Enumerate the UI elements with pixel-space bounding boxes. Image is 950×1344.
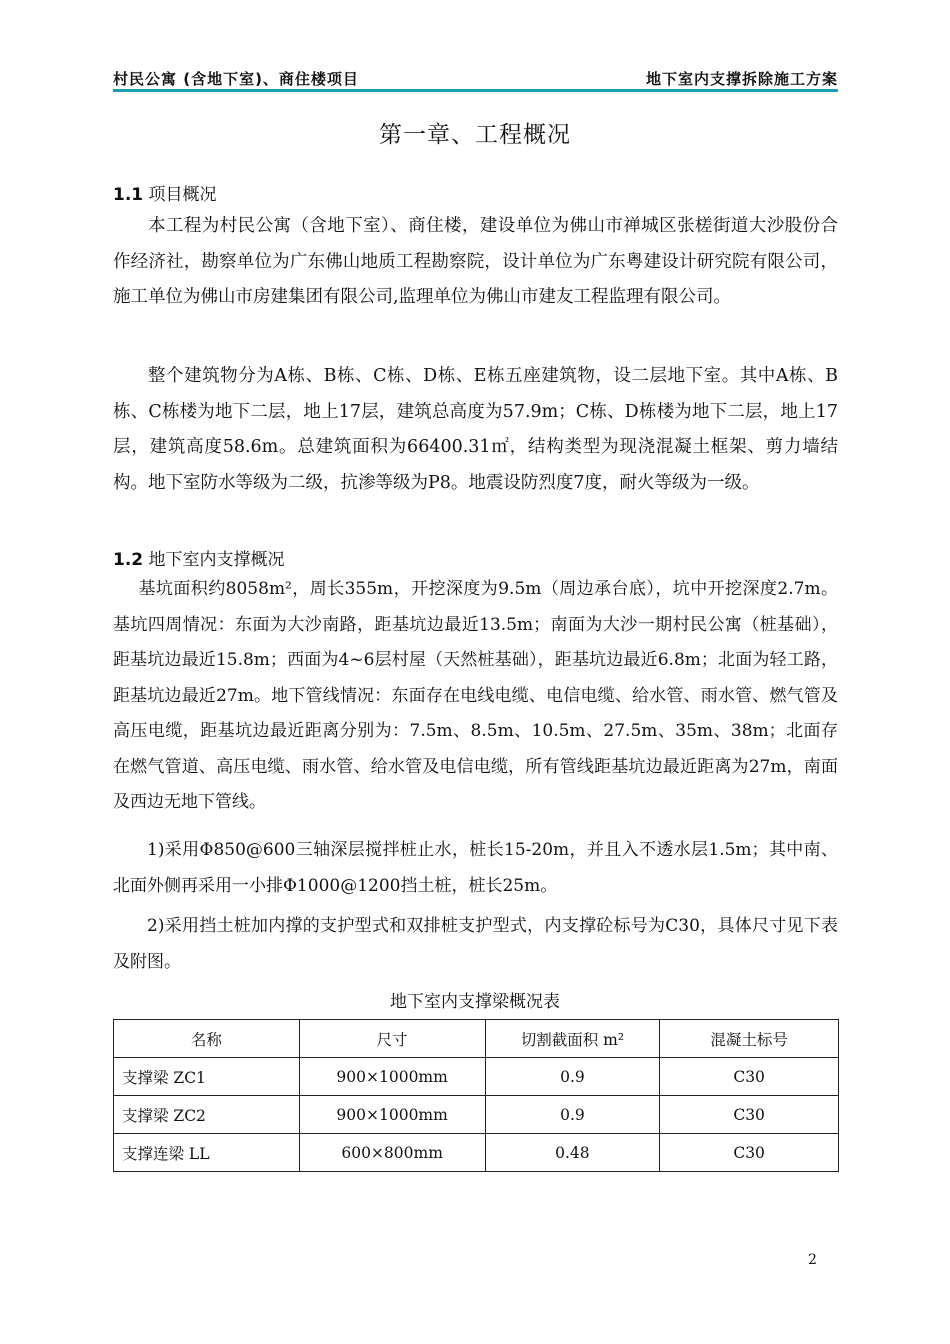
section-heading-1-1 xyxy=(113,180,217,205)
paragraph-support-type: 2)采用挡土桩加内撑的支护型式和双排桩支护型式，内支撑砼标号为C30，具体尺寸见下表及附图。 xyxy=(113,916,838,972)
header-project-name: 村民公寓 (含地下室)、商住楼项目 xyxy=(113,70,359,88)
support-beam-table xyxy=(113,1019,839,1172)
header-rule xyxy=(113,89,838,92)
chapter-title: 第一章、工程概况 xyxy=(379,122,571,148)
header-document-name: 地下室内支撑拆除施工方案 xyxy=(645,70,838,88)
page-number: 2 xyxy=(808,1252,817,1268)
paragraph-project-parties: 本工程为村民公寓（含地下室）、商住楼，建设单位为佛山市禅城区张槎街道大沙股份合作经济社，勘察单位为广东佛山地质工程勘察院，设计单位为广东粤建设计研究院有限公司，施工单位为佛山市房建集团有限公司,监理单位为佛山市建友工程监理有限公司。 xyxy=(113,216,838,307)
paragraph-pit-overview: 基坑面积约8058m²，周长355m，开挖深度为9.5m（周边承台底），坑中开挖深度2.7m。基坑四周情况：东面为大沙南路，距基坑边最近13.5m；南面为大沙一期村民公寓（桩基础），距基坑边最近15.8m；西面为4~6层村屋（天然桩基础），距基坑边最近6.8m；北面为轻工路，距基坑边最近27m。地下管线情况：东面存在电线电缆、电信电缆、给水管、雨水管、燃气管及高压电缆，距基坑边最近距离分别为：7.5m、8.5m、10.5m、27.5m、35m、38m；北面存在燃气管道、高压电缆、雨水管、给水管及电信电缆，所有管线距基坑边最近距离为27m，南面及西边无地下管线。 xyxy=(113,579,838,812)
table-header-row xyxy=(114,1020,839,1058)
table-cell: 0.9 xyxy=(485,1096,660,1134)
table-cell: C30 xyxy=(660,1134,839,1172)
table-row xyxy=(114,1058,839,1096)
table-cell: C30 xyxy=(660,1058,839,1096)
table-row xyxy=(114,1096,839,1134)
table-row xyxy=(114,1134,839,1172)
section-title: 地下室内支撑概况 xyxy=(148,550,285,570)
page-header xyxy=(113,66,838,92)
paragraph-pile-waterproofing: 1)采用Φ850@600三轴深层搅拌桩止水，桩长15-20m，并且入不透水层1.5m；其中南、北面外侧再采用一小排Φ1000@1200挡土桩，桩长25m。 xyxy=(113,840,838,896)
table-cell: 0.9 xyxy=(485,1058,660,1096)
section-title: 项目概况 xyxy=(148,185,217,205)
column-header: 尺寸 xyxy=(299,1020,485,1058)
table-cell: 支撑连梁 LL xyxy=(114,1134,300,1172)
table-cell: 900×1000mm xyxy=(299,1096,485,1134)
table-cell: 0.48 xyxy=(485,1134,660,1172)
paragraph-building-overview: 整个建筑物分为A栋、B栋、C栋、D栋、E栋五座建筑物，设二层地下室。其中A栋、B栋、C栋楼为地下二层，地上17层，建筑总高度为57.9m；C栋、D栋楼为地下二层，地上17层，建筑高度58.6m。总建筑面积为66400.31㎡，结构类型为现浇混凝土框架、剪力墙结构。地下室防水等级为二级，抗渗等级为P8。地震设防烈度7度，耐火等级为一级。 xyxy=(113,366,838,493)
column-header: 切割截面积 m² xyxy=(485,1020,660,1058)
column-header: 混凝土标号 xyxy=(660,1020,839,1058)
table-cell: 900×1000mm xyxy=(299,1058,485,1096)
table-cell: 支撑梁 ZC1 xyxy=(114,1058,300,1096)
column-header: 名称 xyxy=(114,1020,300,1058)
table-cell: C30 xyxy=(660,1096,839,1134)
section-number: 1.1 xyxy=(113,185,144,205)
table-cell: 600×800mm xyxy=(299,1134,485,1172)
table-caption: 地下室内支撑梁概况表 xyxy=(390,992,560,1012)
section-number: 1.2 xyxy=(113,550,144,570)
table-cell: 支撑梁 ZC2 xyxy=(114,1096,300,1134)
section-heading-1-2 xyxy=(113,545,285,570)
